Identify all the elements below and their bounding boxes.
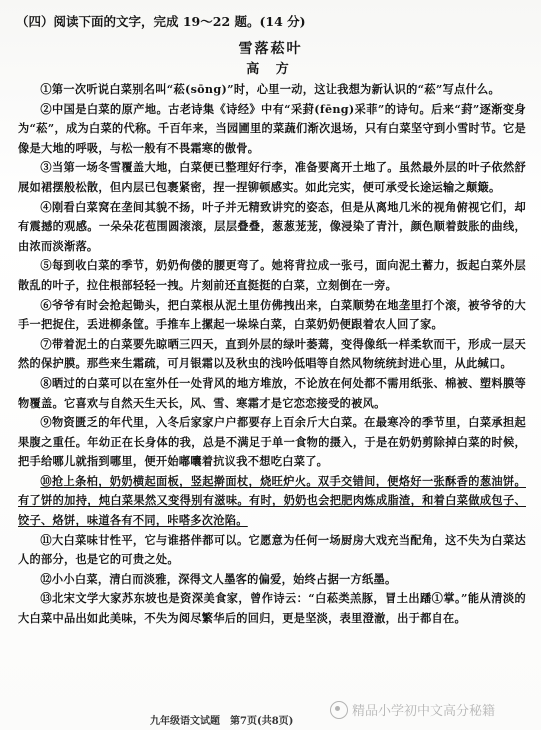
paragraph-6: ⑥爷爷有时会抢起锄头，把白菜根从泥土里仿佛拽出来，白菜顺势在地垄里打个滚，被爷爷的大手一把捉住，丢进柳条筐。手推车上摞起一垛垛白菜，白菜奶奶便跟着农人回了家。 — [18, 297, 526, 332]
paragraph-10: ⑩抢上条柏，奶奶横起面板，竖起擀面杖，烧旺炉火。双手交错间，便烙好一张酥香的葱油饼。有了饼的加持，炖白菜果然又变得别有滋味。有时，奶奶也会把肥肉炼成脂渣，和着白菜做成包子、饺子、烙饼，味道各有不同，咔嗒多次沧陷。 — [18, 473, 526, 528]
section-heading: （四）阅读下面的文字，完成 19～22 题。(14 分) — [16, 14, 306, 29]
paragraph-11: ⑪大白菜味甘性平，它与谁搭伴都可以。它愿意为任何一场厨房大戏充当配角，这不失为白菜达人的部分，也是它的可贵之处。 — [18, 532, 526, 567]
paragraph-12: ⑫小小白菜，清白而淡雅，深得文人墨客的偏爱，始终占据一方纸墨。 — [40, 571, 397, 586]
paragraph-13: ⑬北宋文学大家苏东坡也是资深美食家，曾作诗云：“白菘类羔豚，冒土出蹯①掌。”能从清淡的大白菜中品出如此美味，不失为阅尽繁华后的回归，更是坚淡，表里澄澈，出于都自在。 — [18, 591, 526, 626]
paragraph-3: ③当第一场冬雪覆盖大地，白菜便已整理好行李，准备要离开土地了。虽然最外层的叶子依然舒展如裙摆般松散，但内层已包裹紧密，捏一捏铆顿感实。如此完实，便可承受长途运输之颠簸。 — [18, 160, 526, 194]
paragraph-7: ⑦带着泥土的白菜要先晾晒三四天，直到外层的绿叶萎蔫，变得像纸一样柔软而干，形成一层天然的保护膜。那些来生霜疏，可月银霜以及秋虫的浅吟低唱等自然风物统统封进心里，从此缄口。 — [18, 336, 526, 371]
paragraph-4: ④刚看白菜窝在垄间其貌不扬，叶子并无精致讲究的姿态，但是从离地几米的视角俯视它们，却有震撼的观感。一朵朵花苞围圆滚滚，层层叠叠，葱葱茏茏，像浸染了青汁，颜色顺着鼓胀的曲线，由浓而淡渐落。 — [18, 199, 526, 253]
paragraph-9: ⑨物资匮乏的年代里，入冬后家家户户都要存上百余斤大白菜。在最寒冷的季节里，白菜承担起果腹之重任。年幼正在长身体的我，总是不满足于单一食物的摄入，于是在奶奶剪除掉白菜的时候，把手给哪儿就指到哪里，便开始嘟囔着抗议我不想吃白菜了。 — [18, 415, 526, 469]
paragraph-2: ②中国是白菜的原产地。古老诗集《诗经》中有“采葑(fēng)采菲”的诗句。后来“葑”逐渐变身为“菘”，成为白菜的代称。千百年来，当园圃里的菜蔬们渐次退场，只有白菜坚守到小雪时节。它是像是大地的呼吸，与松一般有不畏霜寒的傲骨。 — [18, 101, 526, 155]
page-footer: 九年级语文试题 第7页(共8页) — [150, 716, 294, 727]
paragraph-8: ⑧晒过的白菜可以在室外任一处背风的地方堆放，不论放在何处都不需用纸张、棉被、塑料膜等物覆盖。它喜欢与自然天生天长，风、雪、寒霜才是它恋恋接受的被风。 — [18, 375, 526, 410]
paragraph-1: ①第一次听说白菜别名叫“菘(sōng)”时，心里一动，这让我想为新认识的“菘”写点什么。 — [40, 82, 501, 96]
article-body — [18, 80, 526, 629]
watermark-logo-icon — [330, 701, 348, 719]
paragraph-5: ⑤每到收白菜的季节，奶奶佝偻的腰更弯了。她将背拉成一张弓，面向泥土蓄力，扳起白菜外层散乱的叶子，拉住根部轻轻一拽。片刻前还直挺挺的白菜，立刻倒在一旁。 — [18, 258, 526, 292]
watermark-text: 精品小学初中文高分秘籍 — [352, 704, 496, 719]
article-author: 高 方 — [246, 62, 295, 77]
article-title: 雪落菘叶 — [238, 41, 303, 57]
watermark — [330, 700, 495, 719]
